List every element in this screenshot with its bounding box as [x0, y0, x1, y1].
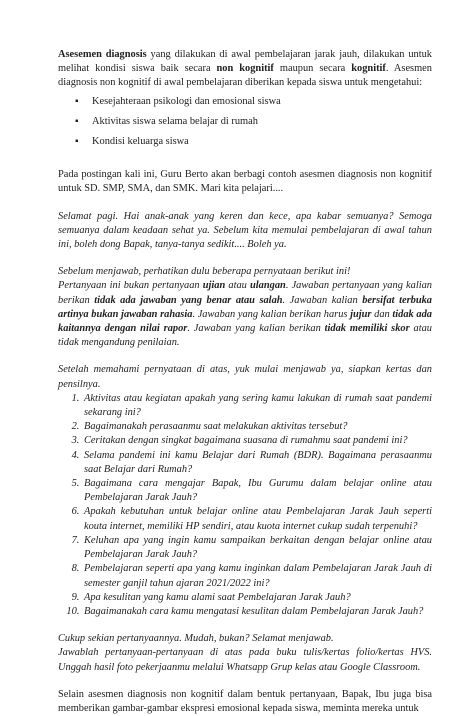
- closing-instructions: Jawablah pertanyaan-pertanyaan di atas pada buku tulis/kertas folio/kertas HVS. Unggah hasil foto pekerjaanmu melalui Whatsapp Grup kelas atau Google Classroom.: [58, 647, 432, 673]
- list-item: 5. Bagaimana cara mengajar Bapak, Ibu Gurumu dalam belajar online atau Pembelajaran Jarak Jauh?: [82, 477, 432, 505]
- notice-body: Pertanyaan ini bukan pertanyaan ujian atau ulangan. Jawaban pertanyaan yang kalian berikan tidak ada jawaban yang benar atau salah. Jawaban kalian bersifat terbuka artinya bukan jawaban rahasia. Jawaban yang kalian berikan harus jujur dan tidak ada kaitannya dengan nilai rapor. Jawaban yang kalian berikan tidak memiliki skor atau tidak mengandung penilaian.: [58, 280, 432, 349]
- list-item: 4. Selama pandemi ini kamu Belajar dari Rumah (BDR). Bagaimana perasaanmu saat Belajar dari Rumah?: [82, 449, 432, 477]
- list-item: 7. Keluhan apa yang ingin kamu sampaikan berkaitan dengan belajar online atau Pembelajaran Jarak Jauh?: [82, 534, 432, 562]
- list-item: 10. Bagaimanakah cara kamu mengatasi kesulitan dalam Pembelajaran Jarak Jauh?: [82, 605, 432, 619]
- list-item: ▪ Kesejahteraan psikologi dan emosional siswa: [92, 95, 432, 109]
- list-item: 1. Aktivitas atau kegiatan apakah yang sering kamu lakukan di rumah saat pandemi sekarang ini?: [82, 392, 432, 420]
- list-item: 2. Bagaimanakah perasaanmu saat melakukan aktivitas tersebut?: [82, 420, 432, 434]
- notice-heading: Sebelum menjawab, perhatikan dulu beberapa pernyataan berikut ini!: [58, 266, 351, 278]
- question-list: [58, 392, 432, 619]
- list-item: ▪ Aktivitas siswa selama belajar di rumah: [92, 115, 432, 129]
- post-intro: Pada postingan kali ini, Guru Berto akan berbagi contoh asesmen diagnosis non kognitif untuk SD. SMP, SMA, dan SMK. Mari kita pelajari....: [58, 169, 432, 195]
- greeting: Selamat pagi. Hai anak-anak yang keren dan kece, apa kabar semuanya? Semoga semuanya dalam keadaan sehat ya. Sebelum kita memulai pembelajaran di awal tahun ini, boleh dong Bapak, tanya-tanya sedikit.... Boleh ya.: [58, 210, 432, 251]
- intro-term: Asesemen diagnosis: [58, 49, 147, 60]
- list-item: 8. Pembelajaran seperti apa yang kamu inginkan dalam Pembelajaran Jarak Jauh di semester ganjil tahun ajaran 2021/2022 ini?: [82, 562, 432, 590]
- after-reading: Setelah memahami pernyataan di atas, yuk mulai menjawab ya, siapkan kertas dan pensilnya.: [58, 364, 432, 390]
- bullet-list: [58, 95, 432, 150]
- list-item: ▪ Kondisi keluarga siswa: [92, 135, 432, 149]
- list-item: 6. Apakah kebutuhan untuk belajar online atau Pembelajaran Jarak Jauh seperti kouta internet, memiliki HP sendiri, atau kuota internet cukup sudah terpenuhi?: [82, 505, 432, 533]
- closing-line: Cukup sekian pertanyaannya. Mudah, bukan? Selamat menjawab.: [58, 633, 334, 645]
- list-item: 9. Apa kesulitan yang kamu alami saat Pembelajaran Jarak Jauh?: [82, 591, 432, 605]
- list-item: 3. Ceritakan dengan singkat bagaimana suasana di rumahmu saat pandemi ini?: [82, 434, 432, 448]
- final-paragraph: Selain asesmen diagnosis non kognitif dalam bentuk pertanyaan, Bapak, Ibu juga bisa memberikan gambar-gambar ekspresi emosional kepada siswa, meminta mereka untuk: [58, 688, 432, 714]
- intro-paragraph: Asesemen diagnosis yang dilakukan di awal pembelajaran jarak jauh, dilakukan untuk melihat kondisi siswa baik secara non kognitif maupun secara kognitif. Asesmen diagnosis non kognitif di awal pembelajaran diberikan kepada siswa untuk mengetahui:: [58, 49, 433, 89]
